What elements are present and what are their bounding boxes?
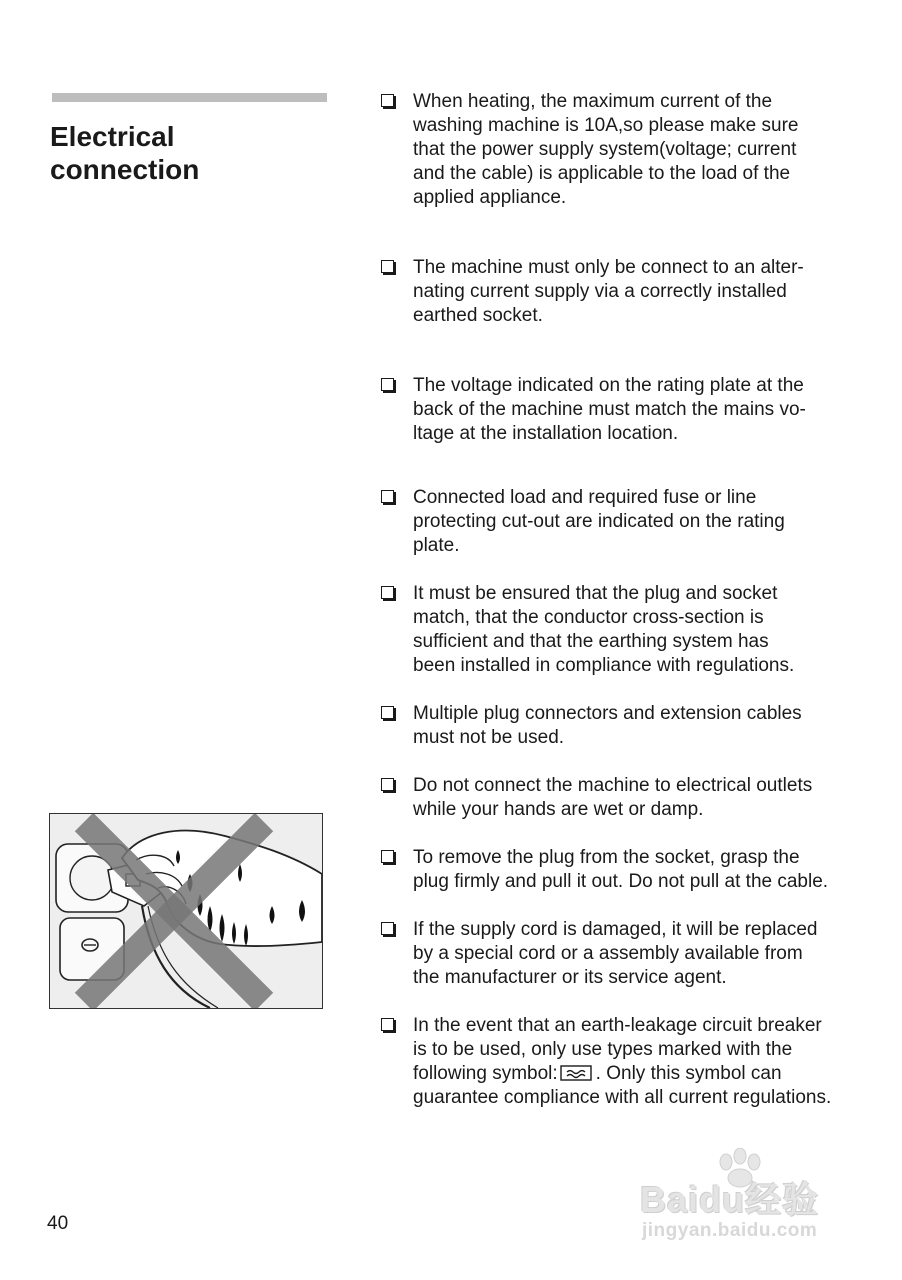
bullet-line: The machine must only be connect to an alter- — [413, 257, 804, 278]
checkbox-bullet-icon — [381, 94, 394, 107]
bullet-line: that the power supply system(voltage; current — [413, 139, 797, 160]
page-number: 40 — [47, 1213, 69, 1234]
bullet-line: plate. — [413, 535, 460, 556]
bullet-line: been installed in compliance with regulations. — [413, 655, 795, 676]
bullet-line: If the supply cord is damaged, it will be replaced — [413, 919, 818, 940]
bullet-line: the manufacturer or its service agent. — [413, 967, 727, 988]
bullet-line: is to be used, only use types marked with the — [413, 1039, 793, 1060]
bullet-line: earthed socket. — [413, 305, 543, 326]
bullet-item-4 — [378, 486, 888, 558]
checkbox-bullet-icon — [381, 1018, 394, 1031]
checkbox-bullet-icon — [381, 586, 394, 599]
bullet-line: The voltage indicated on the rating plate at the — [413, 375, 804, 396]
bullet-line: Connected load and required fuse or line — [413, 487, 757, 508]
bullet-line: and the cable) is applicable to the load of the — [413, 163, 791, 184]
bullet-line: When heating, the maximum current of the — [413, 91, 773, 112]
bullet-line: applied appliance. — [413, 187, 567, 208]
bullet-item-1 — [378, 90, 888, 210]
bullet-line: It must be ensured that the plug and socket — [413, 583, 778, 604]
checkbox-bullet-icon — [381, 260, 394, 273]
bullet-item-8 — [378, 846, 888, 894]
bullet-item-7 — [378, 774, 888, 822]
bullet-line-with-symbol — [413, 1062, 888, 1086]
watermark-url: jingyan.baidu.com — [642, 1220, 818, 1241]
no-wet-hands-plug-icon — [50, 814, 322, 1008]
watermark-brand: Baidu经验 — [640, 1179, 820, 1220]
bullet-line: Do not connect the machine to electrical outlets — [413, 775, 813, 796]
bullet-line: nating current supply via a correctly installed — [413, 281, 787, 302]
bullet-line: To remove the plug from the socket, grasp the — [413, 847, 800, 868]
bullet-line: by a special cord or a assembly available from — [413, 943, 803, 964]
checkbox-bullet-icon — [381, 706, 394, 719]
bullet-item-2 — [378, 256, 888, 328]
wet-hands-warning-illustration — [49, 813, 323, 1009]
bullet-line: match, that the conductor cross-section is — [413, 607, 764, 628]
checkbox-bullet-icon — [381, 778, 394, 791]
checkbox-bullet-icon — [381, 922, 394, 935]
bullet-line: guarantee compliance with all current regulations. — [413, 1087, 832, 1108]
symbol-line-after: . Only this symbol can — [595, 1063, 782, 1084]
bullet-item-6 — [378, 702, 888, 750]
bullet-line: back of the machine must match the mains vo- — [413, 399, 806, 420]
bullet-line: must not be used. — [413, 727, 565, 748]
bullet-line: washing machine is 10A,so please make sure — [413, 115, 799, 136]
bullet-item-9 — [378, 918, 888, 990]
baidu-jingyan-watermark — [640, 1148, 850, 1248]
bullet-line: Multiple plug connectors and extension cables — [413, 703, 802, 724]
bullet-line: while your hands are wet or damp. — [413, 799, 704, 820]
bullet-line: In the event that an earth-leakage circuit breaker — [413, 1015, 822, 1036]
rcd-ac-symbol-icon — [560, 1065, 592, 1081]
bullet-line: sufficient and that the earthing system has — [413, 631, 769, 652]
bullet-line: plug firmly and pull it out. Do not pull at the cable. — [413, 871, 829, 892]
section-rule — [52, 93, 327, 102]
symbol-line-before: following symbol: — [413, 1063, 558, 1084]
checkbox-bullet-icon — [381, 850, 394, 863]
bullet-item-3 — [378, 374, 888, 446]
section-title — [50, 120, 330, 186]
bullet-line: ltage at the installation location. — [413, 423, 679, 444]
checkbox-bullet-icon — [381, 378, 394, 391]
section-title-line-1: Electrical — [50, 121, 175, 152]
bullet-line: protecting cut-out are indicated on the rating — [413, 511, 785, 532]
checkbox-bullet-icon — [381, 490, 394, 503]
bullet-item-10 — [378, 1014, 888, 1110]
bullet-item-5 — [378, 582, 888, 678]
section-title-line-2: connection — [50, 154, 200, 185]
